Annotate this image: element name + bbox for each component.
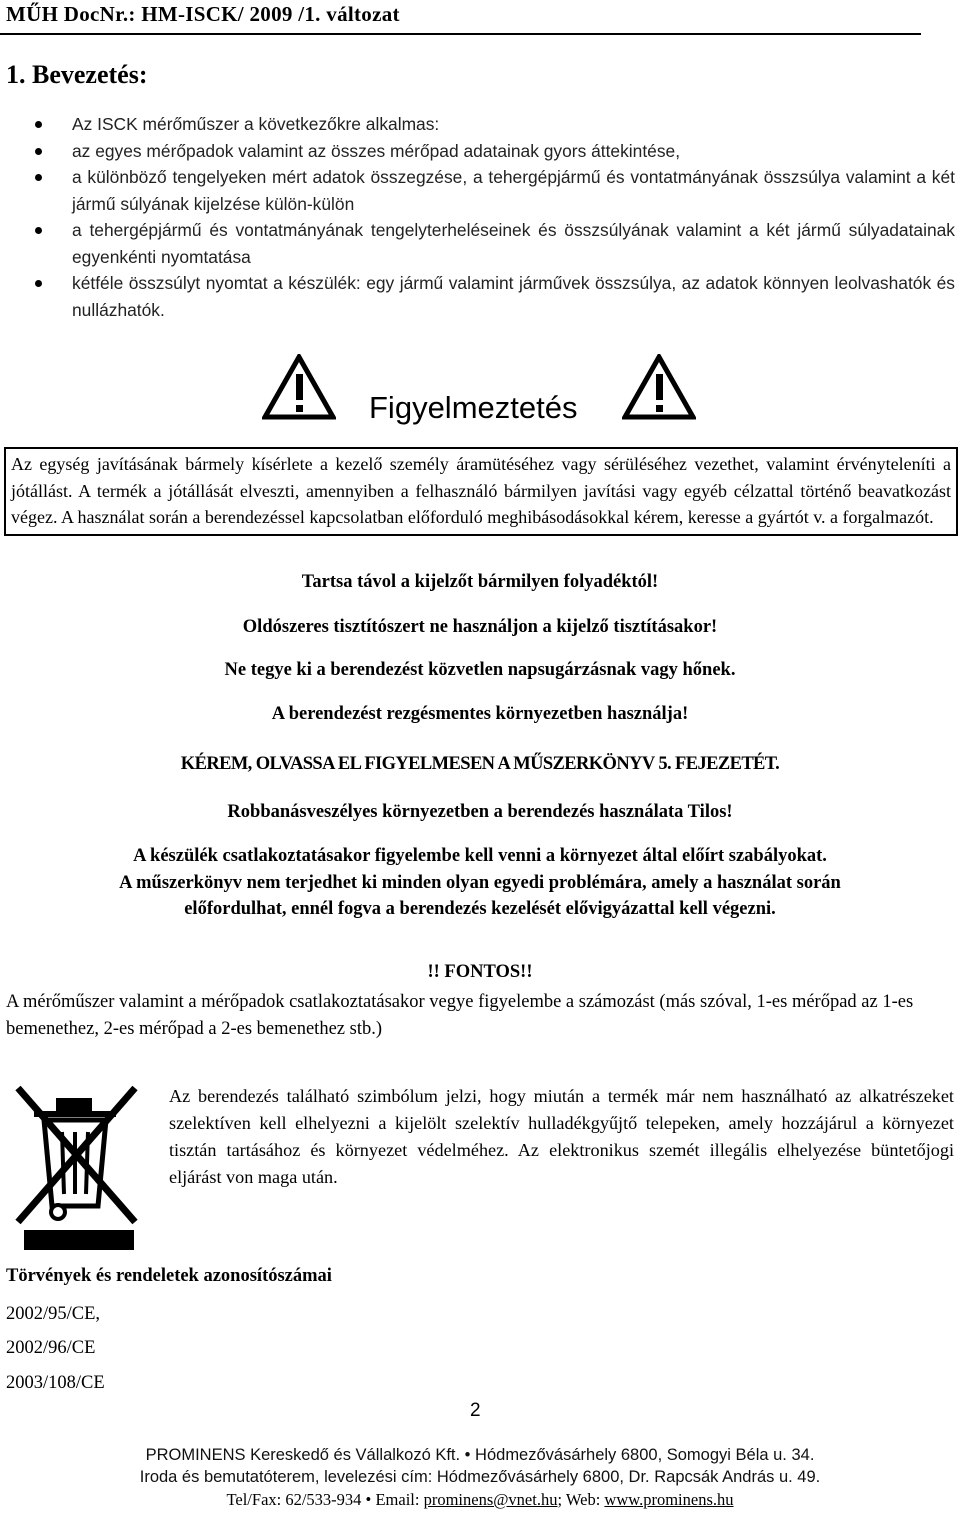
section-heading: 1. Bevezetés: <box>6 60 148 89</box>
bullet-icon <box>35 121 42 128</box>
law-item: 2002/95/CE, <box>6 1304 101 1324</box>
bullet-icon <box>35 280 42 287</box>
laws-title: Törvények és rendeletek azonosítószámai <box>6 1266 332 1286</box>
notice-solvent: Oldószeres tisztítószert ne használjon a kijelző tisztításakor! <box>242 617 718 637</box>
bullet-icon <box>35 148 42 155</box>
footer-office-address: Iroda és bemutatóterem, levelezési cím: Hódmezővásárhely 6800, Dr. Rapcsák András u. 49. <box>139 1468 821 1486</box>
important-title: !! FONTOS!! <box>427 962 533 982</box>
footer-company-address: PROMINENS Kereskedő és Vállalkozó Kft. • Hódmezővásárhely 6800, Somogyi Béla u. 34. <box>145 1446 815 1464</box>
notice-sunlight: Ne tegye ki a berendezést közvetlen napsugárzásnak vagy hőnek. <box>224 660 736 680</box>
notice-manual-chapter: KÉREM, OLVASSA EL FIGYELMESEN A MŰSZERKÖNYV 5. FEJEZETÉT. <box>180 754 780 774</box>
notice-regulations: A készülék csatlakoztatásakor figyelembe kell venni a környezet által előírt szabályokat. <box>133 846 827 866</box>
header-divider <box>0 33 921 35</box>
footer-separator: ; Web: <box>557 1490 601 1509</box>
footer-web-link[interactable]: www.prominens.hu <box>604 1490 734 1509</box>
feature-list <box>0 111 955 323</box>
list-item: Az ISCK mérőműszer a következőkre alkalmas: <box>0 111 955 138</box>
warning-box: Az egység javításának bármely kísérlete a kezelő személy áramütéséhez vagy sérüléséhez vezethet, valamint érvényteleníti a jótállást. A termék a jótállását elveszti, amennyiben a felhasználó bármilyen javítási vagy egyéb célzattal történő beavatkozást végez. A használat során a berendezéssel kapcsolatban előforduló meghibásodásokkal kérem, keresse a gyártót v. a forgalmazót. <box>4 447 958 536</box>
page-number: 2 <box>470 1400 481 1421</box>
footer-contact <box>0 1490 960 1510</box>
warning-title: Figyelmeztetés <box>369 390 578 425</box>
notice-vibration: A berendezést rezgésmentes környezetben használja! <box>271 704 689 724</box>
weee-disposal-text: Az berendezés található szimbólum jelzi, hogy miután a termék már nem használható az alkatrészeket szelektíven kell elhelyezni a kijelölt szelektív hulladékgyűjtő telepeken, amely hozzájárul a környezet tisztán tartásához és környezet védelméhez. Az elektronikus szemét illegális elhelyezése büntetőjogi eljárást von maga után. <box>169 1086 954 1187</box>
warning-triangle-icon <box>262 354 336 420</box>
warning-triangle-icon <box>622 354 696 420</box>
notice-manual-scope-2: előfordulhat, ennél fogva a berendezés kezelését elővigyázattal kell végezni. <box>184 899 776 919</box>
important-text: A mérőműszer valamint a mérőpadok csatlakoztatásakor vegye figyelembe a számozást (más szóval, 1-es mérőpad az 1-es bemenethez, 2-es mérőpad a 2-es bemenethez stb.) <box>6 992 914 1039</box>
list-item: az egyes mérőpadok valamint az összes mérőpad adatainak gyors áttekintése, <box>0 138 955 165</box>
law-item: 2003/108/CE <box>6 1373 105 1393</box>
footer-tel: Tel/Fax: 62/533-934 • Email: <box>226 1490 420 1509</box>
bullet-icon <box>35 174 42 181</box>
bullet-icon <box>35 227 42 234</box>
crossed-out-wheelie-bin-icon <box>10 1082 145 1250</box>
list-item: a különböző tengelyeken mért adatok összegzése, a tehergépjármű és vontatmányának összsúlya valamint a két jármű súlyának kijelzése külön-külön <box>0 164 955 217</box>
notice-manual-scope-1: A műszerkönyv nem terjedhet ki minden olyan egyedi problémára, amely a használat során <box>119 873 841 893</box>
footer-email-link[interactable]: prominens@vnet.hu <box>423 1490 558 1509</box>
document-header-title: MŰH DocNr.: HM-ISCK/ 2009 /1. változat <box>6 2 400 26</box>
notice-explosion: Robbanásveszélyes környezetben a berendezés használata Tilos! <box>227 802 733 822</box>
law-item: 2002/96/CE <box>6 1338 96 1358</box>
list-item: a tehergépjármű és vontatmányának tengelyterheléseinek és összsúlyának valamint a két jármű súlyadatainak egyenkénti nyomtatása <box>0 217 955 270</box>
list-item: kétféle összsúlyt nyomtat a készülék: egy jármű valamint járművek összsúlya, az adatok könnyen leolvashatók és nullázhatók. <box>0 270 955 323</box>
notice-liquid: Tartsa távol a kijelzőt bármilyen folyadéktól! <box>301 572 659 592</box>
